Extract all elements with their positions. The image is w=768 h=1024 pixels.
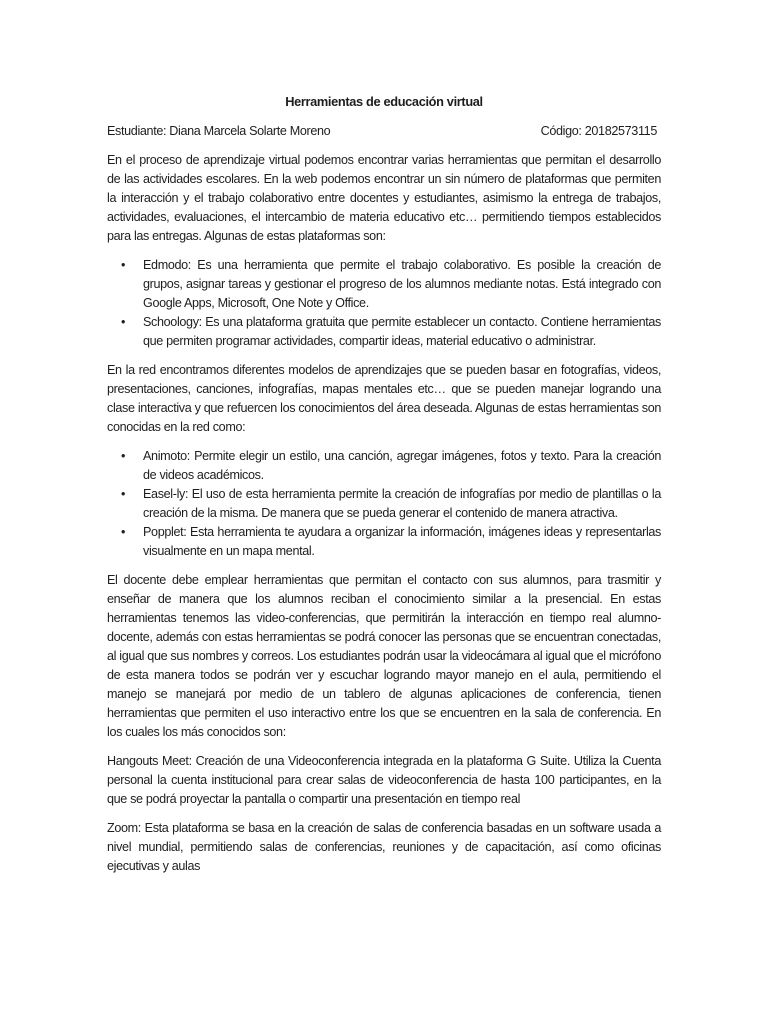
platform-edmodo: Edmodo: Es una herramienta que permite el trabajo colaborativo. Es posible la creación de grupos, asignar tareas y gestionar el progreso de los alumnos mediante notas. Está integrado con Google Apps, Microsoft, One Note y Office. bbox=[143, 258, 661, 310]
student-name: Estudiante: Diana Marcela Solarte Moreno bbox=[107, 124, 331, 138]
document-body bbox=[107, 92, 661, 886]
hangouts-paragraph: Hangouts Meet: Creación de una Videoconferencia integrada en la plataforma G Suite. Utiliza la Cuenta personal la cuenta institucional para crear salas de videoconferencia de hasta 100 participantes, en la que se podrá proyectar la pantalla o compartir una presentación en tiempo real bbox=[107, 754, 661, 806]
bullet-icon: • bbox=[121, 449, 126, 463]
list-item bbox=[121, 523, 661, 561]
list-item bbox=[121, 256, 661, 313]
tool-popplet: Popplet: Esta herramienta te ayudara a organizar la información, imágenes ideas y representarlas visualmente en un mapa mental. bbox=[143, 525, 661, 558]
tools-list bbox=[107, 447, 661, 561]
list-item bbox=[121, 447, 661, 485]
platforms-list bbox=[107, 256, 661, 351]
zoom-paragraph: Zoom: Esta plataforma se basa en la creación de salas de conferencia basadas en un software usada a nivel mundial, permitiendo salas de conferencias, reuniones y de capacitación, así como oficinas ejecutivas y aulas bbox=[107, 821, 661, 873]
bullet-icon: • bbox=[121, 525, 126, 539]
tool-easelly: Easel-ly: El uso de esta herramienta permite la creación de infografías por medio de plantillas o la creación de la misma. De manera que se pueda generar el contenido de manera atractiva. bbox=[143, 487, 661, 520]
bullet-icon: • bbox=[121, 487, 126, 501]
teacher-paragraph: El docente debe emplear herramientas que permitan el contacto con sus alumnos, para trasmitir y enseñar de manera que los alumnos reciban el conocimiento similar a la presencial. En estas herramientas tenemos las video-conferencias, que permitirán la interacción en tiempo real alumno-docente, además con estas herramientas se podrá conocer las personas que se encuentran conectadas, al igual que sus nombres y correos. Los estudiantes podrán usar la videocámara al igual que el micrófono de esta manera todos se podrán ver y escuchar logrando mayor manejo en el aula, permitiendo el manejo se manejará por medio de un tablero de algunas aplicaciones de conferencia, tienen herramientas que permiten el uso interactivo entre los que se encuentren en la sala de conferencia. En los cuales los más conocidos son: bbox=[107, 573, 661, 739]
student-code: Código: 20182573115 bbox=[540, 124, 657, 138]
network-paragraph: En la red encontramos diferentes modelos de aprendizajes que se pueden basar en fotografías, videos, presentaciones, canciones, infografías, mapas mentales etc… que se pueden manejar logrando una clase interactiva y que refuercen los conocimientos del área deseada. Algunas de estas herramientas son conocidas en la red como: bbox=[107, 363, 661, 434]
list-item bbox=[121, 485, 661, 523]
bullet-icon: • bbox=[121, 315, 126, 329]
document-title: Herramientas de educación virtual bbox=[285, 94, 483, 109]
intro-paragraph: En el proceso de aprendizaje virtual podemos encontrar varias herramientas que permitan el desarrollo de las actividades escolares. En la web podemos encontrar un sin número de plataformas que permiten la interacción y el trabajo colaborativo entre docentes y estudiantes, asimismo la entrega de trabajos, actividades, evaluaciones, el intercambio de materia educativo etc… permitiendo tiempos establecidos para las entregas. Algunas de estas plataformas son: bbox=[107, 153, 661, 243]
tool-animoto: Animoto: Permite elegir un estilo, una canción, agregar imágenes, fotos y texto. Para la creación de videos académicos. bbox=[143, 449, 661, 482]
platform-schoology: Schoology: Es una plataforma gratuita que permite establecer un contacto. Contiene herramientas que permiten programar actividades, compartir ideas, material educativo o administrar. bbox=[143, 315, 661, 348]
list-item bbox=[121, 313, 661, 351]
student-info-row bbox=[107, 122, 661, 141]
bullet-icon: • bbox=[121, 258, 126, 272]
